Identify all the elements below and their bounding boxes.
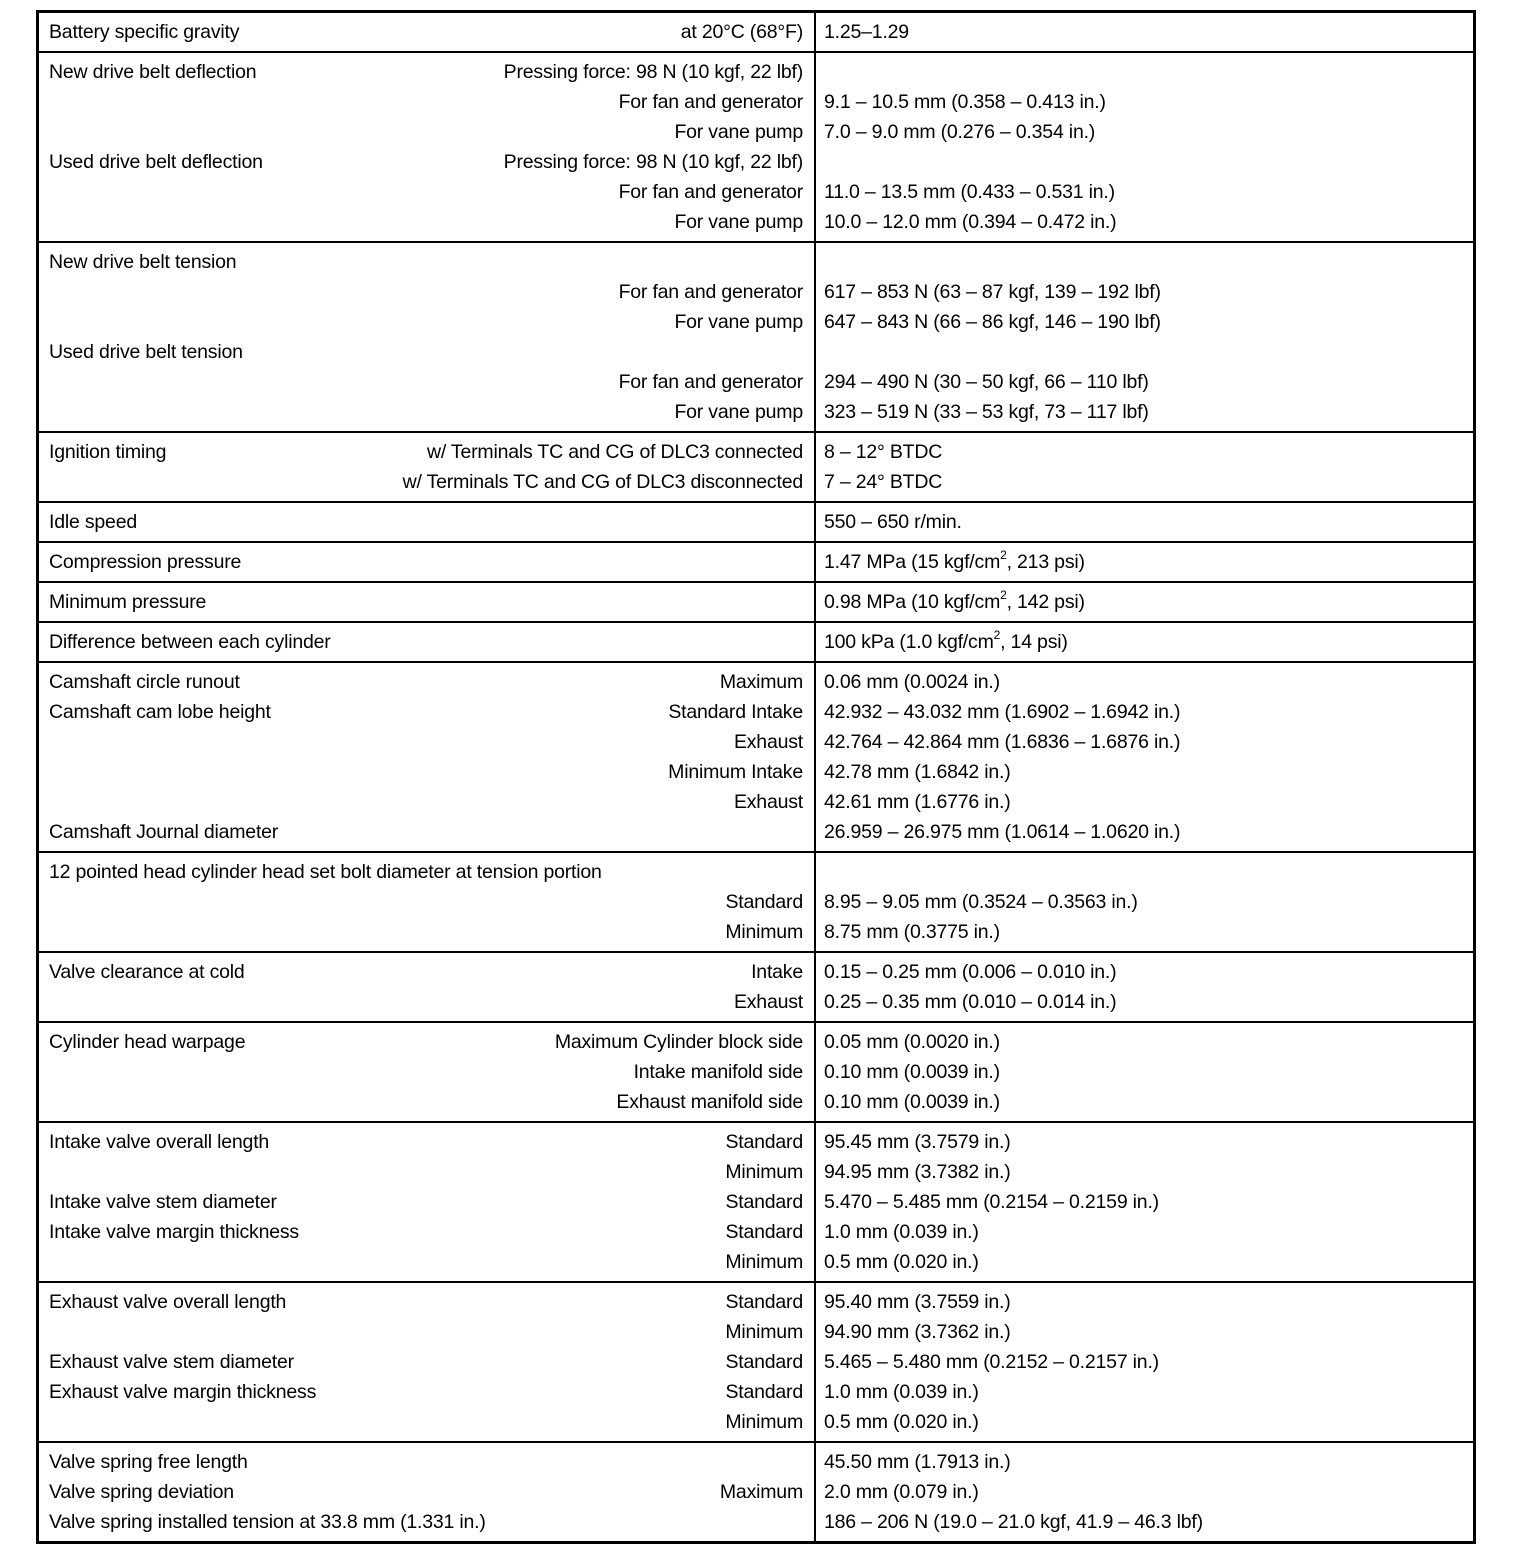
spec-value bbox=[824, 887, 1463, 917]
spec-value-suffix: , 213 psi) bbox=[1006, 551, 1085, 573]
spec-item-line bbox=[49, 177, 803, 207]
spec-item-condition: Maximum Cylinder block side bbox=[554, 1031, 803, 1053]
spec-section-row bbox=[38, 542, 1475, 582]
spec-value bbox=[824, 1127, 1463, 1157]
spec-item-label: Intake valve margin thickness bbox=[49, 1221, 299, 1243]
spec-value-prefix: 0.98 MPa (10 kgf/cm bbox=[824, 591, 1001, 613]
spec-section-row bbox=[38, 1442, 1475, 1543]
spec-value bbox=[824, 857, 1463, 887]
spec-item-cell bbox=[38, 1022, 816, 1122]
spec-item-line bbox=[49, 1507, 803, 1537]
spec-item-condition: Minimum bbox=[725, 1411, 803, 1433]
spec-value bbox=[824, 1477, 1463, 1507]
spec-item-line bbox=[49, 697, 803, 727]
spec-value-text: 45.50 mm (1.7913 in.) bbox=[824, 1451, 1011, 1473]
spec-value-cell bbox=[815, 582, 1475, 622]
spec-item-line bbox=[49, 1247, 803, 1277]
spec-section-row bbox=[38, 502, 1475, 542]
spec-value bbox=[824, 1507, 1463, 1537]
spec-item-line bbox=[49, 1187, 803, 1217]
spec-value bbox=[824, 757, 1463, 787]
spec-value-cell bbox=[815, 12, 1475, 53]
spec-item-condition: For fan and generator bbox=[618, 281, 803, 303]
spec-item-condition: Standard bbox=[725, 1191, 803, 1213]
spec-item-cell bbox=[38, 502, 816, 542]
spec-value-suffix: , 14 psi) bbox=[1000, 631, 1068, 653]
spec-item-condition: Minimum Intake bbox=[668, 761, 803, 783]
spec-item-line bbox=[49, 757, 803, 787]
spec-item-condition: Standard bbox=[725, 1291, 803, 1313]
spec-item-cell bbox=[38, 622, 816, 662]
spec-item-label: Idle speed bbox=[49, 511, 137, 533]
spec-item-line bbox=[49, 987, 803, 1017]
spec-item-condition: Standard bbox=[725, 1381, 803, 1403]
spec-value-text: 0.05 mm (0.0020 in.) bbox=[824, 1031, 1000, 1053]
spec-item-cell bbox=[38, 1122, 816, 1282]
spec-item-condition: For vane pump bbox=[674, 311, 803, 333]
spec-item-condition: Intake manifold side bbox=[633, 1061, 803, 1083]
spec-value bbox=[824, 177, 1463, 207]
spec-value bbox=[824, 1217, 1463, 1247]
spec-item-label: Camshaft cam lobe height bbox=[49, 701, 271, 723]
spec-value-text: 9.1 – 10.5 mm (0.358 – 0.413 in.) bbox=[824, 91, 1106, 113]
spec-value bbox=[824, 917, 1463, 947]
spec-section-row bbox=[38, 52, 1475, 242]
spec-item-line bbox=[49, 1087, 803, 1117]
spec-value bbox=[824, 987, 1463, 1017]
spec-section-row bbox=[38, 242, 1475, 432]
spec-value-text: 5.470 – 5.485 mm (0.2154 – 0.2159 in.) bbox=[824, 1191, 1159, 1213]
spec-value bbox=[824, 1407, 1463, 1437]
spec-value-text: 11.0 – 13.5 mm (0.433 – 0.531 in.) bbox=[824, 181, 1115, 203]
spec-item-condition: For fan and generator bbox=[618, 91, 803, 113]
spec-item-line bbox=[49, 437, 803, 467]
spec-value bbox=[824, 437, 1463, 467]
spec-item-label: Ignition timing bbox=[49, 441, 167, 463]
spec-value-cell bbox=[815, 242, 1475, 432]
spec-section-row bbox=[38, 662, 1475, 852]
spec-item-condition: Standard bbox=[725, 1351, 803, 1373]
spec-value-text: 42.78 mm (1.6842 in.) bbox=[824, 761, 1011, 783]
spec-item-cell bbox=[38, 662, 816, 852]
spec-item-cell bbox=[38, 582, 816, 622]
spec-item-line bbox=[49, 1377, 803, 1407]
spec-section-row bbox=[38, 1122, 1475, 1282]
spec-value-cell bbox=[815, 1022, 1475, 1122]
spec-item-condition: w/ Terminals TC and CG of DLC3 connected bbox=[426, 441, 803, 463]
spec-value-text: 42.764 – 42.864 mm (1.6836 – 1.6876 in.) bbox=[824, 731, 1181, 753]
spec-item-label: Used drive belt deflection bbox=[49, 151, 263, 173]
spec-item-line bbox=[49, 307, 803, 337]
spec-value bbox=[824, 1057, 1463, 1087]
spec-value-text: 0.5 mm (0.020 in.) bbox=[824, 1411, 979, 1433]
spec-value-text: 0.10 mm (0.0039 in.) bbox=[824, 1091, 1000, 1113]
spec-item-line bbox=[49, 467, 803, 497]
spec-item-condition: Intake bbox=[751, 961, 803, 983]
spec-item-line bbox=[49, 727, 803, 757]
spec-value-text: 94.90 mm (3.7362 in.) bbox=[824, 1321, 1011, 1343]
spec-item-line bbox=[49, 17, 803, 47]
spec-value bbox=[824, 17, 1463, 47]
spec-value bbox=[824, 337, 1463, 367]
spec-item-line bbox=[49, 1407, 803, 1437]
spec-item-line bbox=[49, 247, 803, 277]
spec-value-text: 8 – 12° BTDC bbox=[824, 441, 943, 463]
spec-item-condition: For fan and generator bbox=[618, 371, 803, 393]
spec-section-row bbox=[38, 582, 1475, 622]
spec-item-cell bbox=[38, 52, 816, 242]
spec-item-label: New drive belt deflection bbox=[49, 61, 257, 83]
spec-value-cell bbox=[815, 1282, 1475, 1442]
spec-value-text: 8.95 – 9.05 mm (0.3524 – 0.3563 in.) bbox=[824, 891, 1138, 913]
spec-item-label: Exhaust valve margin thickness bbox=[49, 1381, 317, 1403]
spec-value bbox=[824, 1187, 1463, 1217]
spec-item-line bbox=[49, 277, 803, 307]
spec-value bbox=[824, 117, 1463, 147]
spec-value bbox=[824, 207, 1463, 237]
spec-value-text: 1.25–1.29 bbox=[824, 21, 909, 43]
spec-value bbox=[824, 277, 1463, 307]
spec-item-line bbox=[49, 817, 803, 847]
spec-section-row bbox=[38, 1282, 1475, 1442]
spec-section-row bbox=[38, 1022, 1475, 1122]
spec-item-cell bbox=[38, 12, 816, 53]
spec-section-row bbox=[38, 432, 1475, 502]
spec-value bbox=[824, 397, 1463, 427]
spec-value bbox=[824, 1347, 1463, 1377]
spec-value-superscript: 2 bbox=[993, 627, 1001, 642]
spec-value bbox=[824, 367, 1463, 397]
spec-item-line bbox=[49, 1477, 803, 1507]
spec-value-text: 0.15 – 0.25 mm (0.006 – 0.010 in.) bbox=[824, 961, 1117, 983]
spec-item-condition: Standard bbox=[725, 891, 803, 913]
spec-item-line bbox=[49, 57, 803, 87]
spec-item-label: Camshaft circle runout bbox=[49, 671, 240, 693]
spec-value bbox=[824, 57, 1463, 87]
specification-table bbox=[36, 10, 1476, 1544]
spec-section-row bbox=[38, 952, 1475, 1022]
spec-item-line bbox=[49, 857, 803, 887]
spec-value-cell bbox=[815, 542, 1475, 582]
spec-item-cell bbox=[38, 542, 816, 582]
spec-item-condition: Standard bbox=[725, 1221, 803, 1243]
spec-value bbox=[824, 627, 1463, 657]
spec-value-cell bbox=[815, 502, 1475, 542]
spec-value bbox=[824, 1027, 1463, 1057]
spec-item-condition: Exhaust manifold side bbox=[616, 1091, 803, 1113]
spec-value bbox=[824, 587, 1463, 617]
spec-value-text: 0.25 – 0.35 mm (0.010 – 0.014 in.) bbox=[824, 991, 1117, 1013]
spec-item-cell bbox=[38, 242, 816, 432]
spec-item-line bbox=[49, 1287, 803, 1317]
spec-value-text: 7 – 24° BTDC bbox=[824, 471, 943, 493]
spec-item-condition: For vane pump bbox=[674, 401, 803, 423]
spec-item-line bbox=[49, 1317, 803, 1347]
spec-item-line bbox=[49, 507, 803, 537]
spec-value-text: 42.932 – 43.032 mm (1.6902 – 1.6942 in.) bbox=[824, 701, 1181, 723]
spec-value-cell bbox=[815, 622, 1475, 662]
spec-item-label: Compression pressure bbox=[49, 551, 242, 573]
spec-section-row bbox=[38, 12, 1475, 53]
spec-item-line bbox=[49, 587, 803, 617]
spec-value bbox=[824, 1447, 1463, 1477]
spec-value-superscript: 2 bbox=[1000, 547, 1007, 562]
spec-item-condition: For fan and generator bbox=[618, 181, 803, 203]
spec-item-label: Intake valve stem diameter bbox=[49, 1191, 277, 1213]
spec-item-condition: Pressing force: 98 N (10 kgf, 22 lbf) bbox=[503, 61, 803, 83]
spec-value bbox=[824, 727, 1463, 757]
spec-item-label: 12 pointed head cylinder head set bolt diameter at tension portion bbox=[49, 861, 602, 883]
spec-value-text: 5.465 – 5.480 mm (0.2152 – 0.2157 in.) bbox=[824, 1351, 1159, 1373]
spec-item-line bbox=[49, 917, 803, 947]
spec-value bbox=[824, 87, 1463, 117]
spec-value-text: 26.959 – 26.975 mm (1.0614 – 1.0620 in.) bbox=[824, 821, 1181, 843]
spec-item-label: Camshaft Journal diameter bbox=[49, 821, 279, 843]
spec-item-line bbox=[49, 147, 803, 177]
spec-value bbox=[824, 467, 1463, 497]
spec-item-label: New drive belt tension bbox=[49, 251, 237, 273]
spec-value-cell bbox=[815, 952, 1475, 1022]
spec-item-label: Minimum pressure bbox=[49, 591, 207, 613]
spec-value-cell bbox=[815, 52, 1475, 242]
spec-item-condition: Pressing force: 98 N (10 kgf, 22 lbf) bbox=[503, 151, 803, 173]
spec-item-line bbox=[49, 1447, 803, 1477]
specification-table-body bbox=[38, 12, 1475, 1543]
spec-item-line bbox=[49, 367, 803, 397]
spec-value bbox=[824, 1287, 1463, 1317]
spec-item-cell bbox=[38, 852, 816, 952]
spec-item-line bbox=[49, 667, 803, 697]
spec-item-line bbox=[49, 547, 803, 577]
spec-value-text bbox=[824, 547, 1085, 577]
spec-item-condition: Minimum bbox=[725, 1161, 803, 1183]
spec-value-text bbox=[824, 627, 1068, 657]
spec-value-text: 1.0 mm (0.039 in.) bbox=[824, 1221, 979, 1243]
spec-value bbox=[824, 507, 1463, 537]
spec-item-condition: Exhaust bbox=[733, 991, 803, 1013]
spec-item-line bbox=[49, 1127, 803, 1157]
spec-item-label: Exhaust valve overall length bbox=[49, 1291, 287, 1313]
spec-value-cell bbox=[815, 662, 1475, 852]
spec-value-text: 95.40 mm (3.7559 in.) bbox=[824, 1291, 1011, 1313]
spec-item-line bbox=[49, 1157, 803, 1187]
spec-value-text: 186 – 206 N (19.0 – 21.0 kgf, 41.9 – 46.3 lbf) bbox=[824, 1511, 1203, 1533]
spec-item-label: Valve clearance at cold bbox=[49, 961, 245, 983]
spec-item-label: Valve spring deviation bbox=[49, 1481, 234, 1503]
spec-item-cell bbox=[38, 1282, 816, 1442]
spec-item-line bbox=[49, 207, 803, 237]
spec-value-text: 2.0 mm (0.079 in.) bbox=[824, 1481, 979, 1503]
spec-value bbox=[824, 667, 1463, 697]
spec-item-condition: For vane pump bbox=[674, 121, 803, 143]
spec-value-text: 42.61 mm (1.6776 in.) bbox=[824, 791, 1011, 813]
spec-item-line bbox=[49, 887, 803, 917]
spec-value bbox=[824, 787, 1463, 817]
spec-value-text: 617 – 853 N (63 – 87 kgf, 139 – 192 lbf) bbox=[824, 281, 1161, 303]
spec-item-condition: For vane pump bbox=[674, 211, 803, 233]
spec-value-text: 95.45 mm (3.7579 in.) bbox=[824, 1131, 1011, 1153]
spec-item-condition: Minimum bbox=[725, 1251, 803, 1273]
spec-item-line bbox=[49, 1217, 803, 1247]
spec-value-text: 8.75 mm (0.3775 in.) bbox=[824, 921, 1000, 943]
spec-value-cell bbox=[815, 1442, 1475, 1543]
spec-item-line bbox=[49, 627, 803, 657]
spec-value-superscript: 2 bbox=[1000, 587, 1007, 602]
spec-item-label: Difference between each cylinder bbox=[49, 631, 331, 653]
spec-value-suffix: , 142 psi) bbox=[1006, 591, 1085, 613]
spec-value-text: 0.06 mm (0.0024 in.) bbox=[824, 671, 1000, 693]
spec-value-prefix: 100 kPa (1.0 kgf/cm bbox=[824, 631, 994, 653]
spec-value bbox=[824, 697, 1463, 727]
spec-value bbox=[824, 307, 1463, 337]
spec-value bbox=[824, 247, 1463, 277]
spec-item-condition: Exhaust bbox=[733, 791, 803, 813]
spec-item-cell bbox=[38, 952, 816, 1022]
spec-item-label: Exhaust valve stem diameter bbox=[49, 1351, 294, 1373]
spec-item-label: Cylinder head warpage bbox=[49, 1031, 246, 1053]
spec-value-text: 1.0 mm (0.039 in.) bbox=[824, 1381, 979, 1403]
spec-value-text: 10.0 – 12.0 mm (0.394 – 0.472 in.) bbox=[824, 211, 1117, 233]
spec-value bbox=[824, 1377, 1463, 1407]
spec-item-condition: Maximum bbox=[719, 671, 803, 693]
spec-value bbox=[824, 1087, 1463, 1117]
spec-value bbox=[824, 547, 1463, 577]
spec-item-cell bbox=[38, 1442, 816, 1543]
spec-item-line bbox=[49, 1347, 803, 1377]
spec-item-label: Valve spring free length bbox=[49, 1451, 248, 1473]
spec-item-line bbox=[49, 957, 803, 987]
spec-value-text: 0.5 mm (0.020 in.) bbox=[824, 1251, 979, 1273]
spec-value bbox=[824, 817, 1463, 847]
spec-section-row bbox=[38, 622, 1475, 662]
spec-value bbox=[824, 1157, 1463, 1187]
spec-item-condition: w/ Terminals TC and CG of DLC3 disconnected bbox=[402, 471, 803, 493]
spec-item-line bbox=[49, 787, 803, 817]
spec-item-line bbox=[49, 337, 803, 367]
spec-item-condition: at 20°C (68°F) bbox=[680, 21, 803, 43]
spec-value-text bbox=[824, 587, 1085, 617]
spec-value-text: 94.95 mm (3.7382 in.) bbox=[824, 1161, 1011, 1183]
spec-item-line bbox=[49, 1057, 803, 1087]
spec-item-condition: Minimum bbox=[725, 921, 803, 943]
spec-item-condition: Standard Intake bbox=[668, 701, 803, 723]
spec-item-label: Valve spring installed tension at 33.8 mm (1.331 in.) bbox=[49, 1511, 486, 1533]
spec-item-label: Used drive belt tension bbox=[49, 341, 243, 363]
spec-value-cell bbox=[815, 852, 1475, 952]
spec-value-text: 550 – 650 r/min. bbox=[824, 511, 962, 533]
spec-value bbox=[824, 1247, 1463, 1277]
spec-value-text: 7.0 – 9.0 mm (0.276 – 0.354 in.) bbox=[824, 121, 1096, 143]
spec-section-row bbox=[38, 852, 1475, 952]
spec-item-label: Intake valve overall length bbox=[49, 1131, 270, 1153]
spec-value-cell bbox=[815, 432, 1475, 502]
spec-value-text: 0.10 mm (0.0039 in.) bbox=[824, 1061, 1000, 1083]
spec-value bbox=[824, 957, 1463, 987]
spec-item-condition: Maximum bbox=[719, 1481, 803, 1503]
spec-item-line bbox=[49, 87, 803, 117]
spec-item-condition: Exhaust bbox=[733, 731, 803, 753]
spec-value bbox=[824, 1317, 1463, 1347]
spec-value-text: 323 – 519 N (33 – 53 kgf, 73 – 117 lbf) bbox=[824, 401, 1149, 423]
spec-item-condition: Standard bbox=[725, 1131, 803, 1153]
spec-value-cell bbox=[815, 1122, 1475, 1282]
spec-item-label: Battery specific gravity bbox=[49, 21, 240, 43]
spec-item-line bbox=[49, 397, 803, 427]
spec-value-text: 294 – 490 N (30 – 50 kgf, 66 – 110 lbf) bbox=[824, 371, 1149, 393]
spec-value bbox=[824, 147, 1463, 177]
spec-item-cell bbox=[38, 432, 816, 502]
spec-value-prefix: 1.47 MPa (15 kgf/cm bbox=[824, 551, 1001, 573]
spec-value-text: 647 – 843 N (66 – 86 kgf, 146 – 190 lbf) bbox=[824, 311, 1161, 333]
spec-item-condition: Minimum bbox=[725, 1321, 803, 1343]
spec-item-line bbox=[49, 117, 803, 147]
spec-item-line bbox=[49, 1027, 803, 1057]
